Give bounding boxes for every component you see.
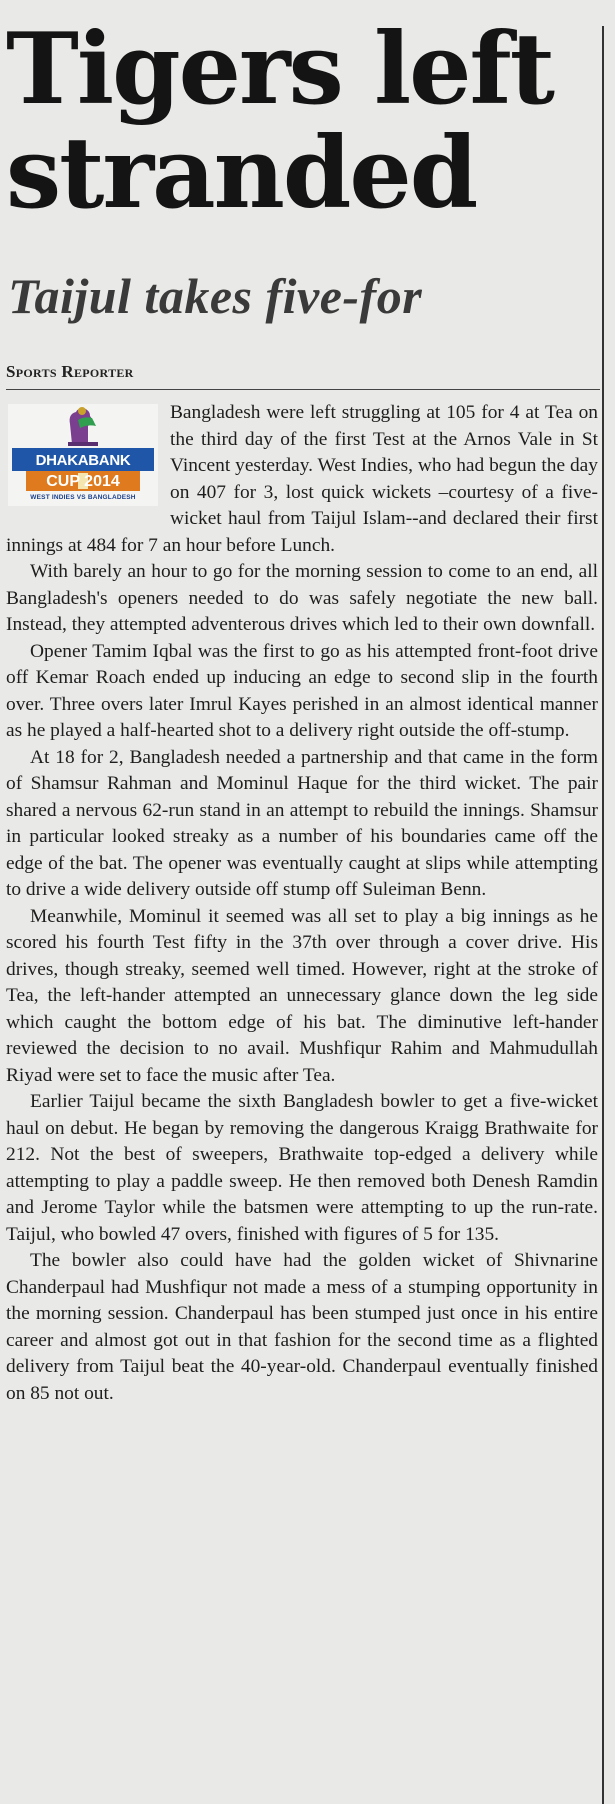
paragraph-4: At 18 for 2, Bangladesh needed a partnership and that came in the form of Shamsur Rahman and Mominul Haque for the third wicket. The pair shared a nervous 62-run stand in an attempt to rebuild the innings. Shamsur in particular looked streaky as a number of his boundaries came off the edge of the bat. The opener was eventually caught at slips while attempting to drive a wide delivery outside off stump off Suleiman Benn. [6,746,598,900]
paragraph-2: With barely an hour to go for the morning session to come to an end, all Bangladesh's openers needed to do was safely negotiate the new ball. Instead, they attempted adventerous drives which led to their own downfall. [6,561,598,635]
paragraph-6: Earlier Taijul became the sixth Bangladesh bowler to get a five-wicket haul on debut. He began by removing the dangerous Kraigg Brathwaite for 212. Not the best of sweepers, Brathwaite top-edged a delivery while attempting to play a paddle sweep. He then removed both Denesh Ramdin and Jerome Taylor while the batsmen were attempting to up the run-rate. Taijul, who bowled 47 overs, finished with figures of 5 for 135. [6,1091,598,1245]
logo-cup: CUP 2014 [46,473,120,490]
logo-subtitle: WEST INDIES VS BANGLADESH [30,494,136,501]
paragraph-5: Meanwhile, Mominul it seemed was all set to play a big innings as he scored his fourth Test fifty in the 37th over through a cover drive. His drives, though streaky, seemed well timed. However, right at the stroke of Tea, the left-hander attempted an unnecessary glance down the leg side which caught the bottom edge of his bat. The diminutive left-hander reviewed the decision to no avail. Mushfiqur Rahim and Mahmudullah Riyad were set to face the music after Tea. [6,905,598,1086]
paragraph-7: The bowler also could have had the golden wicket of Shivnarine Chanderpaul had Mushfiqur not made a mess of a stumping opportunity in the morning session. Chanderpaul has been stumped just once in his entire career and almost got out in that fashion for the second time as a flighted delivery from Taijul beat the 40-year-old. Chanderpaul eventually finished on 85 not out. [6,1250,598,1404]
byline: Sports Reporter [6,362,134,381]
byline-divider [6,389,600,390]
paragraph-1 [6,400,598,559]
logo-title: DHAKABANK [35,452,131,469]
subheadline: Taijul takes five-for [8,268,423,324]
paragraph-1-text: Bangladesh were left struggling at 105 for 4 at Tea on the third day of the first Test at the Arnos Vale in St Vincent yesterday. West Indies, who had begun the day on 407 for 3, lost quick wickets –courtesy of a five-wicket haul from Taijul Islam--and declared their first innings at 484 for 7 an hour before Lunch. [6,402,598,556]
paragraph-3: Opener Tamim Iqbal was the first to go as his attempted front-foot drive off Kemar Roach ended up inducing an edge to second slip in the fourth over. Three overs later Imrul Kayes perished in an almost identical manner as he played a half-hearted shot to a delivery right outside the off-stump. [6,640,598,741]
headline: Tigers left stranded [6,12,553,231]
article-body [6,400,598,1407]
column-rule [602,26,604,1804]
dhaka-bank-cup-logo [8,404,158,506]
